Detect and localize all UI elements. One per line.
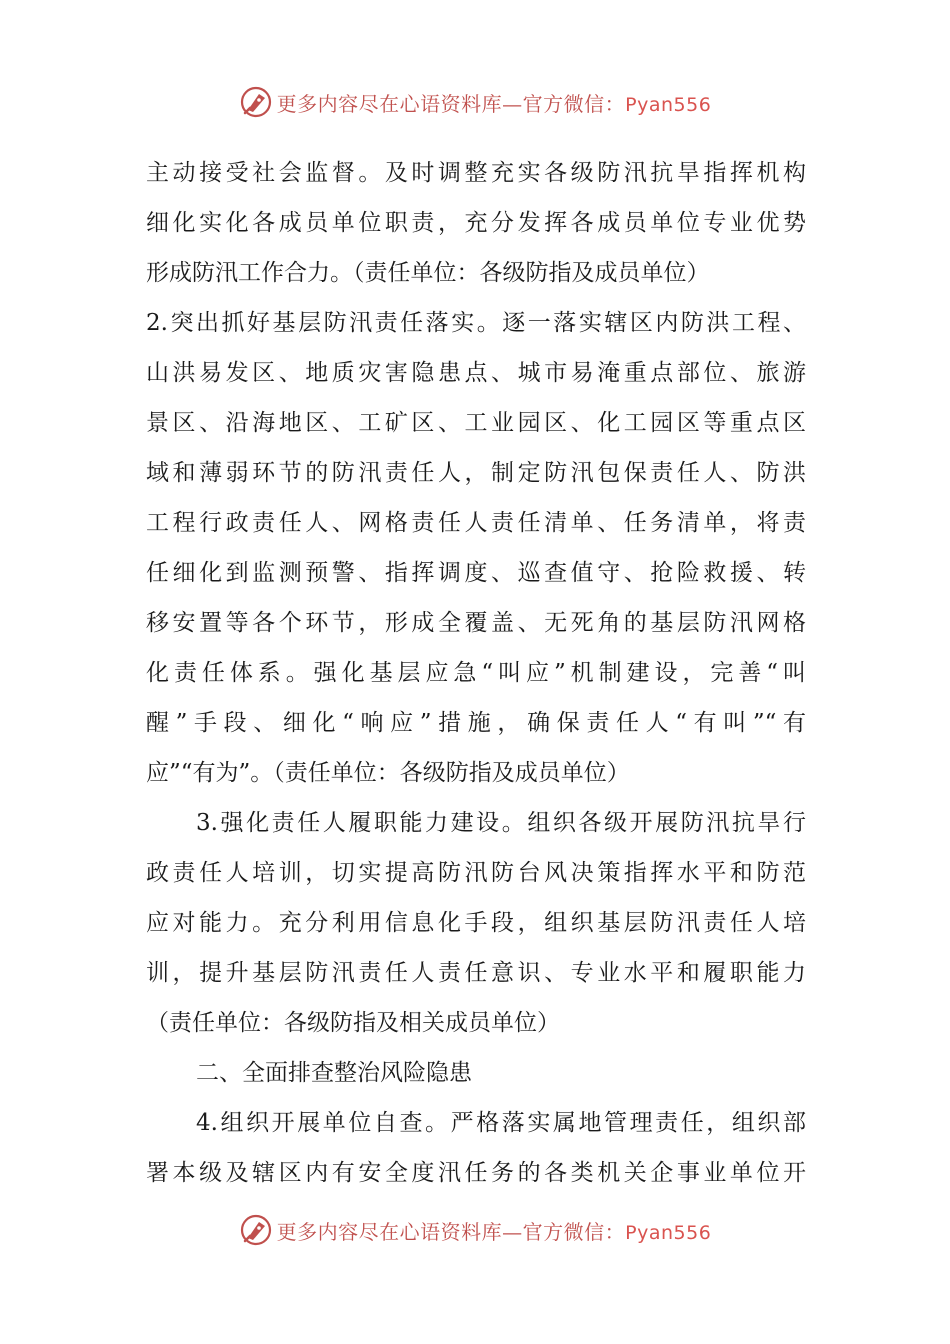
body-line: 3.强化责任人履职能力建设。组织各级开展防汛抗旱行 <box>196 810 806 836</box>
body-line: 2.突出抓好基层防汛责任落实。逐一落实辖区内防洪工程、 <box>146 310 806 336</box>
body-line: 主动接受社会监督。及时调整充实各级防汛抗旱指挥机构 <box>146 160 806 186</box>
body-line: 山洪易发区、地质灾害隐患点、城市易淹重点部位、旅游 <box>146 360 806 386</box>
section-heading: 二、全面排查整治风险隐患 <box>196 1060 472 1086</box>
body-line: 工程行政责任人、网格责任人责任清单、任务清单，将责 <box>146 510 806 536</box>
pen-nib-logo-icon <box>239 85 273 119</box>
footer-banner <box>0 1208 950 1252</box>
body-line: 4.组织开展单位自查。严格落实属地管理责任，组织部 <box>196 1110 806 1136</box>
body-line: 醒”手段、细化“响应”措施，确保责任人“有叫”“有 <box>146 710 806 736</box>
body-line: 形成防汛工作合力。（责任单位：各级防指及成员单位） <box>146 260 710 286</box>
pen-nib-logo-icon <box>239 1213 273 1247</box>
body-line: 政责任人培训，切实提高防汛防台风决策指挥水平和防范 <box>146 860 806 886</box>
body-line: 细化实化各成员单位职责，充分发挥各成员单位专业优势 <box>146 210 806 236</box>
header-banner-text: 更多内容尽在心语资料库—官方微信：Pyan556 <box>276 91 712 116</box>
footer-banner-text: 更多内容尽在心语资料库—官方微信：Pyan556 <box>276 1219 712 1244</box>
header-wechat-id: Pyan556 <box>625 93 712 116</box>
document-body <box>146 148 806 1198</box>
header-banner <box>0 80 950 124</box>
body-line: 域和薄弱环节的防汛责任人，制定防汛包保责任人、防洪 <box>146 460 806 486</box>
body-line: 化责任体系。强化基层应急“叫应”机制建设，完善“叫 <box>146 660 806 686</box>
body-line: 应对能力。充分利用信息化手段，组织基层防汛责任人培 <box>146 910 806 936</box>
body-line: 署本级及辖区内有安全度汛任务的各类机关企事业单位开 <box>146 1160 806 1186</box>
footer-wechat-id: Pyan556 <box>625 1221 712 1244</box>
body-line: 移安置等各个环节，形成全覆盖、无死角的基层防汛网格 <box>146 610 806 636</box>
body-line: 应”“有为”。（责任单位：各级防指及成员单位） <box>146 760 630 786</box>
body-line: 任细化到监测预警、指挥调度、巡查值守、抢险救援、转 <box>146 560 806 586</box>
body-line: 景区、沿海地区、工矿区、工业园区、化工园区等重点区 <box>146 410 806 436</box>
body-line: （责任单位：各级防指及相关成员单位） <box>146 1010 560 1036</box>
body-line: 训，提升基层防汛责任人责任意识、专业水平和履职能力 <box>146 960 806 986</box>
